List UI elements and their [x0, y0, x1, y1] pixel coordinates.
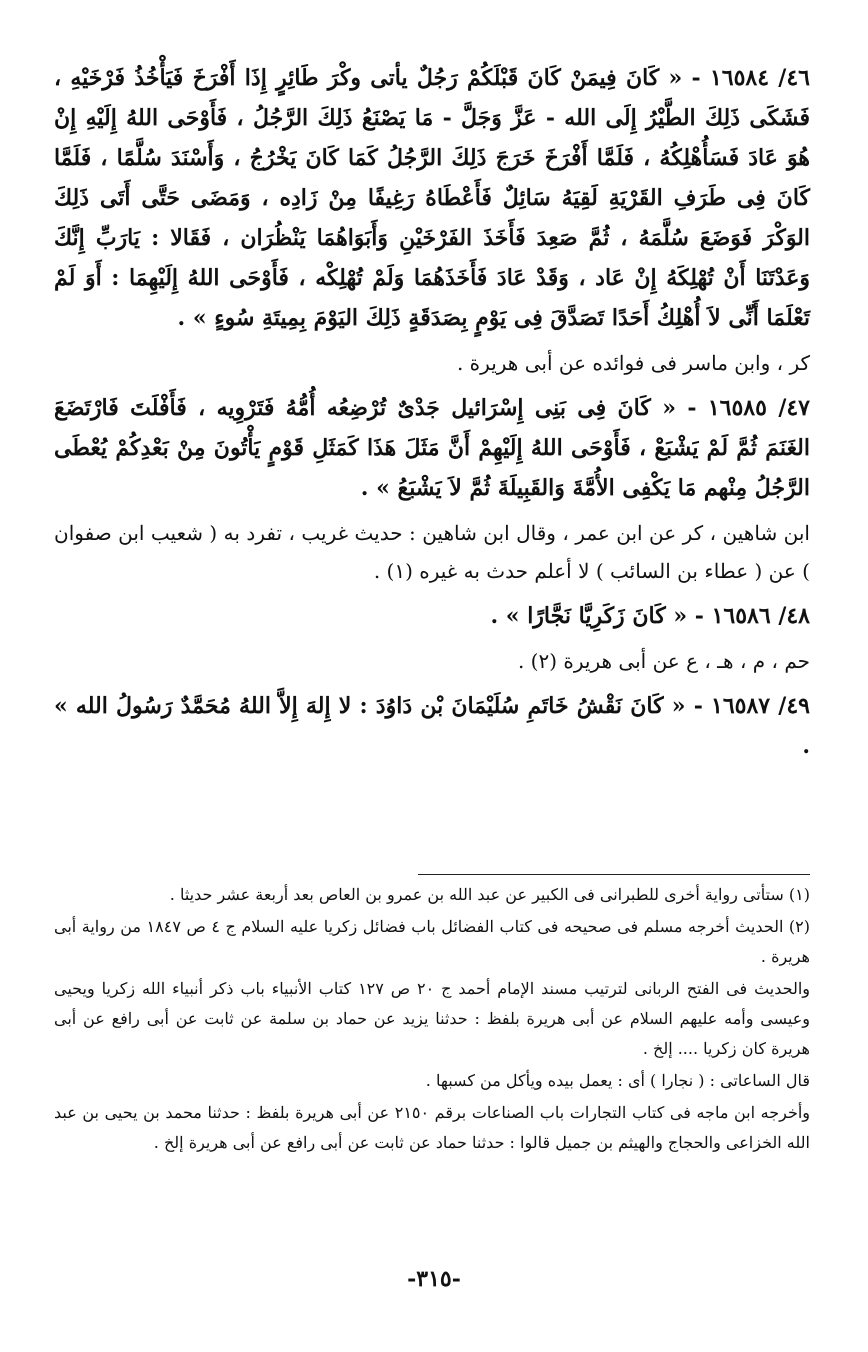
footnote: قال الساعاتى : ( نجارا ) أى : يعمل بيده ويأكل من كسبها .: [425, 1071, 810, 1090]
hadith-number: ٤٧/ ١٦٥٨٥: [707, 395, 810, 421]
footnote: (١) ستأتى رواية أخرى للطبرانى فى الكبير عن عبد الله بن عمرو بن العاص بعد أربعة عشر حديثا .: [169, 885, 810, 904]
hadith-text: « كَانَ زَكَرِيَّا نَجَّارًا » .: [490, 603, 688, 629]
hadith-number: ٤٩/ ١٦٥٨٧: [711, 693, 810, 719]
hadith-number: ٤٨/ ١٦٥٨٦: [711, 603, 810, 629]
footnote-divider: [418, 874, 810, 875]
footnote: (٢) الحديث أخرجه مسلم فى صحيحه فى كتاب الفضائل باب فضائل زكريا عليه السلام ج ٤ ص ١٨٤٧ من رواية أبى هريرة .: [54, 917, 811, 966]
hadith-entry: ٤٩/ ١٦٥٨٧ - « كَانَ نَقْشُ خَاتَمِ سُلَيْمَانَ بْن دَاوُدَ : لا إِلهَ إِلاَّ اللهُ مُحَمَّدٌ رَسُولُ الله » .: [54, 693, 810, 759]
hadith-text: « كَانَ نَقْشُ خَاتَمِ سُلَيْمَانَ بْن دَاوُدَ : لا إِلهَ إِلاَّ اللهُ مُحَمَّدٌ رَسُولُ الله » .: [54, 693, 810, 759]
footnote: وأخرجه ابن ماجه فى كتاب التجارات باب الصناعات برقم ٢١٥٠ عن أبى هريرة بلفظ : حدثنا محمد بن يحيى بن عبد الله الخزاعى والحجاج والهيثم بن جميل قالوا : حدثنا حماد عن ثابت عن أبى رافع عن أبى هريرة إلخ .: [54, 1103, 811, 1152]
hadith-source: ابن شاهين ، كر عن ابن عمر ، وقال ابن شاهين : حديث غريب ، تفرد به ( شعيب ابن صفوان ) عن ( عطاء بن السائب ) لا أعلم حدث به غيره (١) .: [54, 521, 810, 583]
footnotes: [54, 880, 810, 1160]
hadith-source: حم ، م ، هـ ، ع عن أبى هريرة (٢) .: [517, 649, 810, 673]
hadith-entry: ٤٨/ ١٦٥٨٦ - « كَانَ زَكَرِيَّا نَجَّارًا » .: [490, 603, 810, 629]
hadith-text: « كَانَ فِى بَنِى إِسْرَائيل جَدْىٌ تُرْضِعُه أُمُّهُ فَتَرْوِيه ، فَأَفْلَتَ فَارْتَضَعَ الغَنَمَ ثُمَّ لَمْ يَشْبَعْ ، فَأَوْحَى اللهُ إِلَيْهِمْ أَنَّ مَثَلَ هَذَا كَمَثَلِ قَوْمٍ يَأْتُونَ مِنْ بَعْدِكُمْ يُعْطَى الرَّجُلُ مِنْهم مَا يَكْفِى الأُمَّةَ وَالقَبِيلَةَ ثُمَّ لاَ يَشْبَعُ » .: [54, 395, 810, 501]
page-number: -٣١٥-: [407, 1266, 461, 1292]
hadith-source: كر ، وابن ماسر فى فوائده عن أبى هريرة .: [456, 351, 810, 375]
hadith-text: « كَانَ فِيمَنْ كَانَ قَبْلَكُمْ رَجُلٌ يأتى وكْرَ طَائِرٍ إِذَا أَفْرَخَ فَيَأْخُذُ فَرْخَيْهِ ، فَشَكَى ذَلِكَ الطَّيْرُ إِلَى الله - عَزَّ وَجَلَّ - مَا يَصْنَعُ ذَلِكَ الرَّجُلُ ، فَأَوْحَى اللهُ إِلَيْهِ إِنْ هُوَ عَادَ فَسَأُهْلِكُهُ ، فَلَمَّا أَفْرَخَ خَرَجَ ذَلِكَ الرَّجُلُ كَمَا كَانَ يَخْرُجُ ، وَأَسْنَدَ سُلَّمًا ، فَلَمَّا كَانَ فِى طَرَفِ القَرْيَةِ لَقِيَهُ سَائِلٌ فَأَعْطَاهُ رَغِيفًا مِنْ زَادِه ، وَمَضَى حَتَّى أَتَى ذَلِكَ الوَكْرَ فَوَضَعَ سُلَّمَهُ ، ثُمَّ صَعِدَ فَأَخَذَ الفَرْخَيْنِ وَأَبَوَاهُمَا يَنْظُرَان ، فَقَالا : يَارَبِّ إِنَّكَ وَعَدْتَنَا أَنْ تُهْلِكَهُ إِنْ عَاد ، وَقَدْ عَادَ فَأَخَذَهُمَا وَلَمْ تُهْلِكْه ، فَأَوْحَى اللهُ إِلَيْهِمَا : أَوَ لَمْ تَعْلَمَا أَنِّى لاَ أُهْلِكُ أَحَدًا تَصَدَّقَ فِى يَوْمٍ بِصَدَقَةٍ ذَلِكَ اليَوْمَ بِمِيتَةِ سُوءٍ » .: [54, 65, 810, 331]
hadith-number: ٤٦/ ١٦٥٨٤: [709, 65, 810, 91]
hadith-entry: ٤٧/ ١٦٥٨٥ - « كَانَ فِى بَنِى إِسْرَائيل جَدْىٌ تُرْضِعُه أُمُّهُ فَتَرْوِيه ، فَأَفْلَتَ فَارْتَضَعَ الغَنَمَ ثُمَّ لَمْ يَشْبَعْ ، فَأَوْحَى اللهُ إِلَيْهِمْ أَنَّ مَثَلَ هَذَا كَمَثَلِ قَوْمٍ يَأْتُونَ مِنْ بَعْدِكُمْ يُعْطَى الرَّجُلُ مِنْهم مَا يَكْفِى الأُمَّةَ وَالقَبِيلَةَ ثُمَّ لاَ يَشْبَعُ » .: [54, 395, 810, 501]
hadith-entry: ٤٦/ ١٦٥٨٤ - « كَانَ فِيمَنْ كَانَ قَبْلَكُمْ رَجُلٌ يأتى وكْرَ طَائِرٍ إِذَا أَفْرَخَ فَيَأْخُذُ فَرْخَيْهِ ، فَشَكَى ذَلِكَ الطَّيْرُ إِلَى الله - عَزَّ وَجَلَّ - مَا يَصْنَعُ ذَلِكَ الرَّجُلُ ، فَأَوْحَى اللهُ إِلَيْهِ إِنْ هُوَ عَادَ فَسَأُهْلِكُهُ ، فَلَمَّا أَفْرَخَ خَرَجَ ذَلِكَ الرَّجُلُ كَمَا كَانَ يَخْرُجُ ، وَأَسْنَدَ سُلَّمًا ، فَلَمَّا كَانَ فِى طَرَفِ القَرْيَةِ لَقِيَهُ سَائِلٌ فَأَعْطَاهُ رَغِيفًا مِنْ زَادِه ، وَمَضَى حَتَّى أَتَى ذَلِكَ الوَكْرَ فَوَضَعَ سُلَّمَهُ ، ثُمَّ صَعِدَ فَأَخَذَ الفَرْخَيْنِ وَأَبَوَاهُمَا يَنْظُرَان ، فَقَالا : يَارَبِّ إِنَّكَ وَعَدْتَنَا أَنْ تُهْلِكَهُ إِنْ عَاد ، وَقَدْ عَادَ فَأَخَذَهُمَا وَلَمْ تُهْلِكْه ، فَأَوْحَى اللهُ إِلَيْهِمَا : أَوَ لَمْ تَعْلَمَا أَنِّى لاَ أُهْلِكُ أَحَدًا تَصَدَّقَ فِى يَوْمٍ بِصَدَقَةٍ ذَلِكَ اليَوْمَ بِمِيتَةِ سُوءٍ » .: [54, 65, 810, 331]
footnote: والحديث فى الفتح الربانى لترتيب مسند الإمام أحمد ج ٢٠ ص ١٢٧ كتاب الأنبياء باب ذكر أنبياء الله زكريا ويحيى وعيسى وأمه عليهم السلام عن أبى هريرة بلفظ : حدثنا يزيد عن حماد بن سلمة عن ثابت عن أبى رافع عن أبى هريرة كان زكريا .... إلخ .: [54, 979, 811, 1058]
